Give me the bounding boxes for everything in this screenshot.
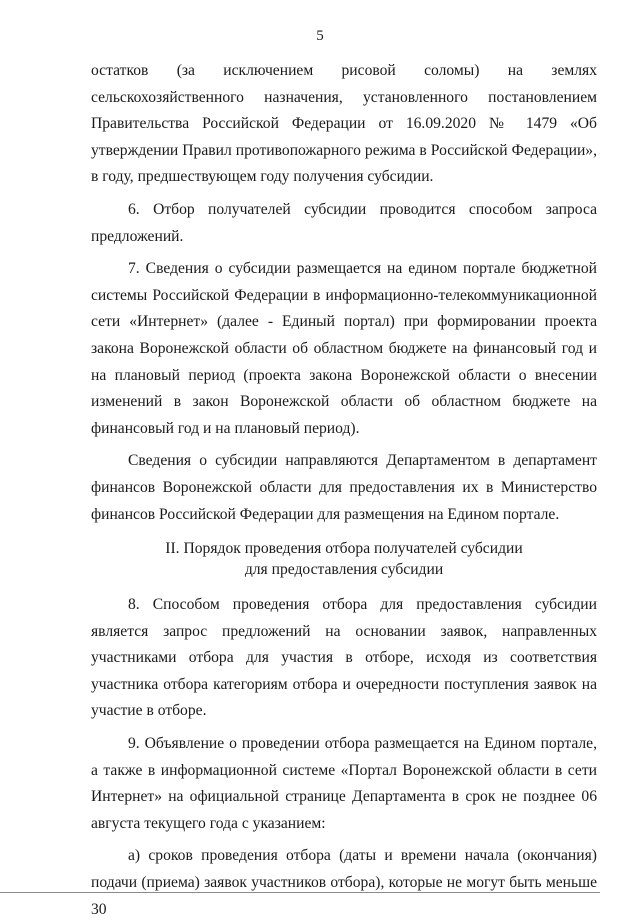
section-heading xyxy=(91,538,597,580)
section-heading-line-2: для предоставления субсидии xyxy=(244,561,444,579)
paragraph-item-7: 7. Сведения о субсидии размещается на едином портале бюджетной системы Российской Федерации в информационно-телекоммуникационной сети «Интернет» (далее - Единый портал) при формировании проекта закона Воронежской области об областном бюджете на финансовый год и на плановый период (проекта закона Воронежской области о внесении изменений в закон Воронежской области об областном бюджете на финансовый год и на плановый период). xyxy=(91,260,597,437)
scan-edge-line xyxy=(0,892,600,893)
section-heading-line-1: II. Порядок проведения отбора получателей субсидии xyxy=(165,540,523,558)
document-body xyxy=(91,58,597,923)
page-number: 5 xyxy=(316,28,324,44)
paragraph-subitem-a: а) сроков проведения отбора (даты и времени начала (окончания) подачи (приема) заявок участников отбора), которые не могут быть меньше 30 xyxy=(91,847,597,918)
paragraph-continuation: остатков (за исключением рисовой соломы) на землях сельскохозяйственного назначения, установленного постановлением Правительства Российской Федерации от 16.09.2020 № 1479 «Об утверждении Правил противопожарного режима в Российской Федерации», в году, предшествующем году получения субсидии. xyxy=(91,62,597,186)
paragraph-item-9: 9. Объявление о проведении отбора размещается на Едином портале, а также в информационной системе «Портал Воронежской области в сети Интернет» на официальной странице Департамента в срок не позднее 06 августа текущего года с указанием: xyxy=(91,735,597,832)
paragraph-subsidy-info: Сведения о субсидии направляются Департаментом в департамент финансов Воронежской области для предоставления их в Министерство финансов Российской Федерации для размещения на Едином портале. xyxy=(91,452,597,523)
paragraph-item-8: 8. Способом проведения отбора для предоставления субсидии является запрос предложений на основании заявок, направленных участниками отбора для участия в отборе, исходя из соответствия участника отбора категориям отбора и очередности поступления заявок на участие в отборе. xyxy=(91,596,597,720)
paragraph-item-6: 6. Отбор получателей субсидии проводится способом запроса предложений. xyxy=(91,200,597,245)
